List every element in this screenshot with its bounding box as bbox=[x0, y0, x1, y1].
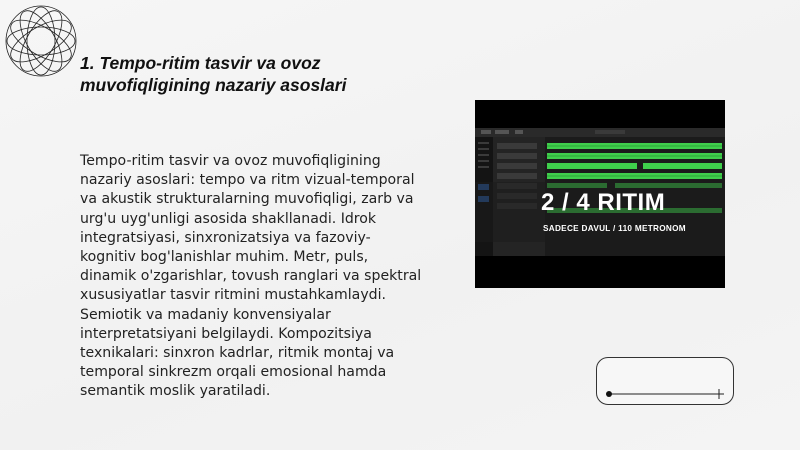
timeline-playhead bbox=[606, 391, 612, 397]
video-main-text: 2 / 4 RITIM bbox=[541, 189, 666, 216]
slide-title: 1. Tempo-ritim tasvir va ovoz muvofiqligining nazariy asoslari bbox=[80, 53, 347, 95]
timeline-end-marker-icon bbox=[714, 389, 724, 399]
video-thumbnail[interactable] bbox=[475, 100, 725, 288]
video-sub-text: SADECE DAVUL / 110 METRONOM bbox=[543, 224, 686, 233]
media-timeline-control[interactable] bbox=[596, 357, 734, 405]
decorative-swirl-icon bbox=[2, 2, 80, 80]
slide-body-text: Tempo-ritim tasvir va ovoz muvofiqligining nazariy asoslari: tempo va ritm vizual-temporal va akustik strukturalarning muvofiqligi, zarb va urg'u uyg'unligi asosida shakllanadi. Idrok integratsiyasi, sinxronizatsiya va fazoviy-kognitiv bog'lanishlar muhim. Metr, puls, dinamik o'zgarishlar, tovush ranglari va spektral xususiyatlar tasvir ritmini mustahkamlaydi. Semiotik va madaniy konvensiyalar interpretatsiyani belgilaydi. Kompozitsiya texnikalari: sinxron kadrlar, ritmik montaj va temporal sinkrezm orqali emosional hamda semantik moslik yaratiladi. bbox=[80, 153, 422, 400]
